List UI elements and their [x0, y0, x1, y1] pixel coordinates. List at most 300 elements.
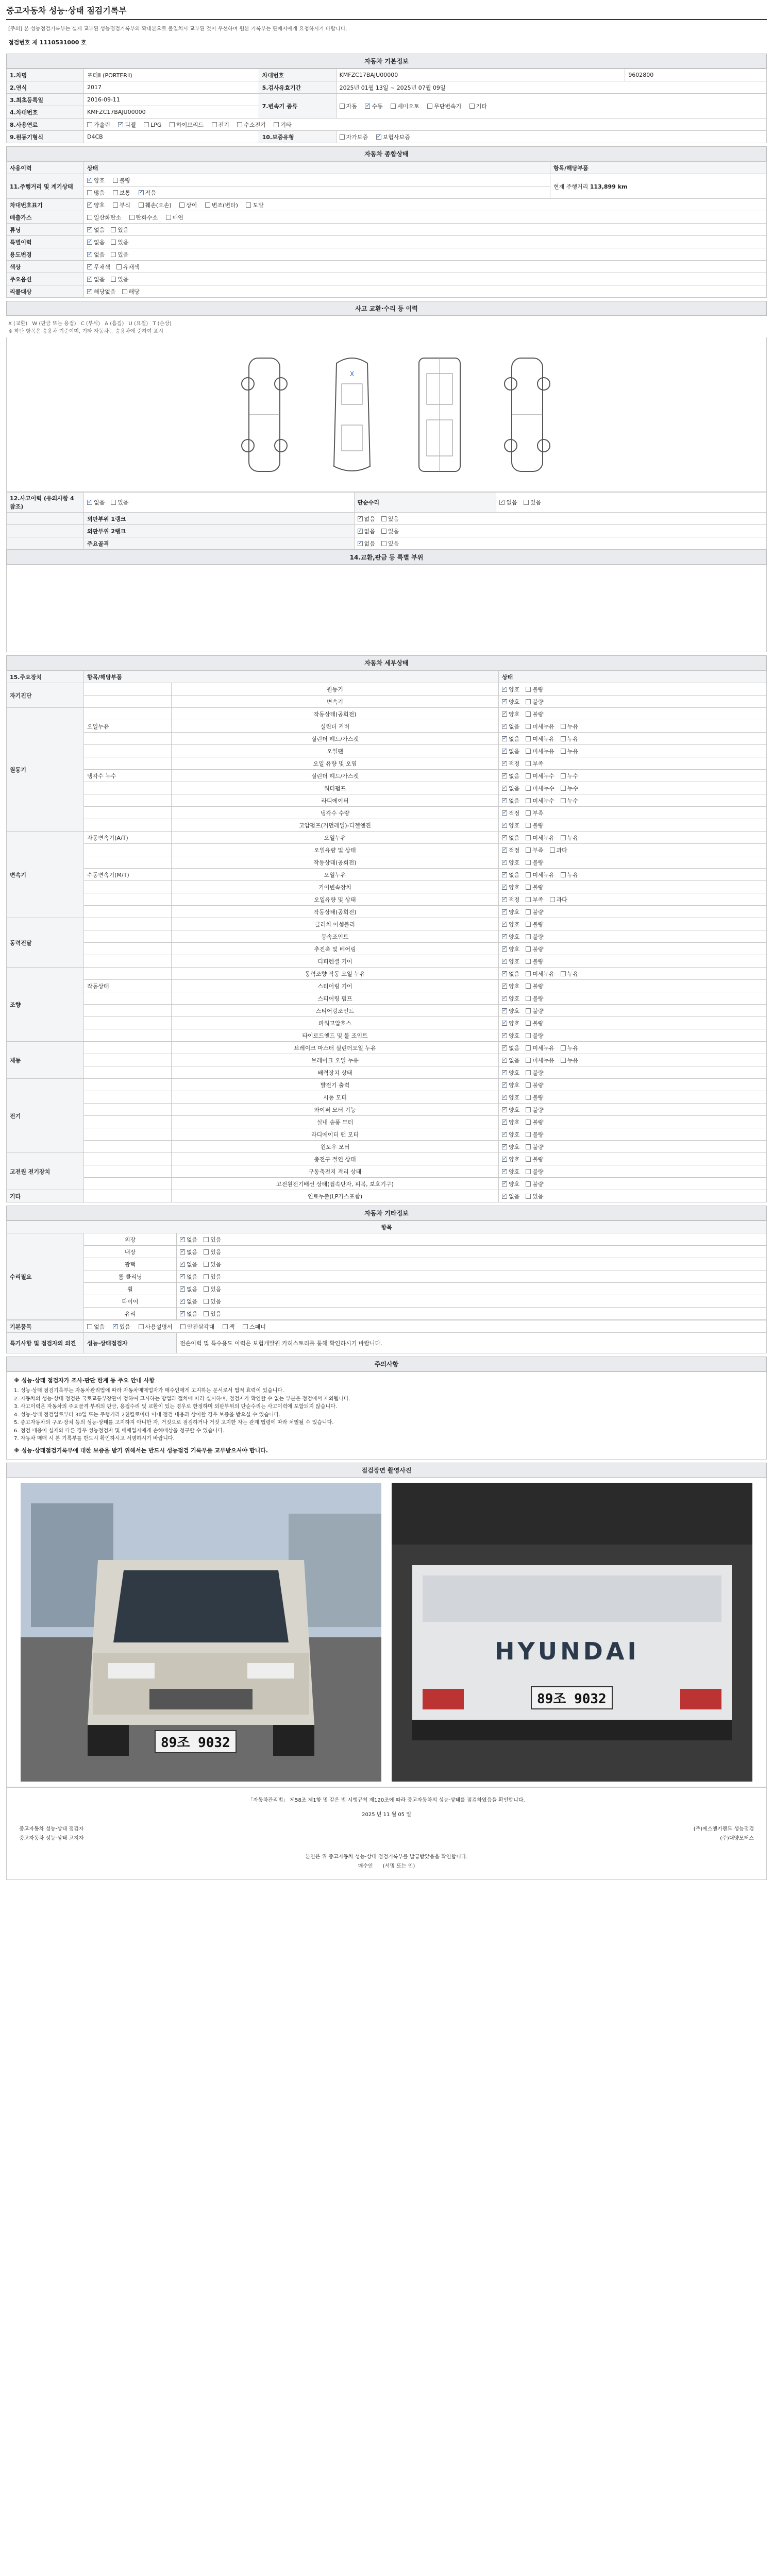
checkbox-checked[interactable]	[180, 1286, 185, 1292]
checkbox[interactable]	[561, 736, 566, 741]
checkbox[interactable]	[87, 190, 92, 195]
checkbox[interactable]	[381, 529, 386, 534]
rank2-opt-0[interactable]: ✓ 없음	[358, 528, 375, 535]
checkbox-checked[interactable]	[376, 134, 381, 140]
accident-opt-1[interactable]: 있음	[111, 499, 128, 506]
checkbox-checked[interactable]	[502, 736, 507, 741]
checkbox[interactable]	[524, 500, 529, 505]
checkbox-checked[interactable]	[87, 264, 92, 269]
checkbox[interactable]	[526, 823, 531, 828]
state-option[interactable]	[526, 847, 543, 854]
state-option[interactable]	[561, 872, 578, 878]
state-option[interactable]	[526, 909, 543, 916]
checkbox-checked[interactable]	[502, 687, 507, 692]
extra-option[interactable]	[180, 1311, 197, 1317]
checkbox-checked[interactable]	[358, 529, 363, 534]
state-option[interactable]	[502, 946, 519, 953]
checkbox-checked[interactable]	[502, 798, 507, 803]
state-option[interactable]	[502, 1094, 519, 1101]
checkbox[interactable]	[526, 897, 531, 902]
state-option[interactable]	[502, 1156, 519, 1163]
state-option[interactable]	[561, 971, 578, 977]
checkbox[interactable]	[561, 1058, 566, 1063]
extra-option[interactable]	[204, 1261, 221, 1268]
state-option[interactable]	[502, 1131, 519, 1138]
checkbox[interactable]	[111, 227, 116, 232]
state-option[interactable]	[526, 1045, 554, 1052]
state-option[interactable]	[526, 699, 543, 705]
checkbox[interactable]	[427, 104, 432, 109]
checkbox[interactable]	[144, 122, 149, 127]
checkbox-checked[interactable]	[502, 860, 507, 865]
state-option[interactable]	[526, 810, 543, 817]
vin-opt-3[interactable]: 상이	[179, 202, 197, 209]
vin-opt-0[interactable]: ✓ 양호	[87, 202, 105, 209]
state-option[interactable]	[526, 711, 543, 718]
checkbox[interactable]	[526, 971, 531, 976]
trans-opt-1[interactable]: ✓ 수동	[365, 103, 382, 110]
fuel-opt-2[interactable]: LPG	[144, 122, 161, 128]
state-option[interactable]	[561, 798, 578, 804]
checkbox-checked[interactable]	[502, 761, 507, 766]
checkbox[interactable]	[526, 1045, 531, 1050]
checkbox[interactable]	[526, 1058, 531, 1063]
state-option[interactable]	[561, 1057, 578, 1064]
state-option[interactable]	[526, 1070, 543, 1076]
checkbox-checked[interactable]	[502, 1033, 507, 1038]
usage-opt-1[interactable]: 있음	[111, 251, 128, 258]
checkbox-checked[interactable]	[502, 1082, 507, 1088]
basic-item-1[interactable]: ✓ 있음	[113, 1324, 130, 1330]
checkbox[interactable]	[526, 810, 531, 816]
checkbox[interactable]	[237, 122, 242, 127]
checkbox-checked[interactable]	[502, 1194, 507, 1199]
checkbox[interactable]	[526, 946, 531, 952]
state-option[interactable]	[526, 1032, 543, 1039]
checkbox[interactable]	[243, 1324, 248, 1329]
rank1-opt-0[interactable]: ✓ 없음	[358, 516, 375, 522]
checkbox[interactable]	[526, 786, 531, 791]
state-option[interactable]	[502, 958, 519, 965]
trans-opt-0[interactable]: 자동	[340, 103, 357, 110]
emission-opt-0[interactable]: 일산화탄소	[87, 214, 121, 221]
basic-item-4[interactable]: 잭	[223, 1324, 235, 1330]
state-option[interactable]	[502, 847, 519, 854]
state-option[interactable]	[526, 1082, 543, 1089]
state-option[interactable]	[526, 971, 554, 977]
state-option[interactable]	[502, 736, 519, 742]
state-option[interactable]	[502, 921, 519, 928]
trans-opt-4[interactable]: 기타	[469, 103, 487, 110]
checkbox-checked[interactable]	[502, 934, 507, 939]
recall-opt-0[interactable]: ✓ 해당없음	[87, 289, 116, 295]
state-option[interactable]	[502, 723, 519, 730]
mileage-opt-2[interactable]: ✓ 적음	[139, 190, 156, 196]
checkbox[interactable]	[526, 761, 531, 766]
basic-item-3[interactable]: 안전삼각대	[180, 1324, 214, 1330]
checkbox-checked[interactable]	[502, 971, 507, 976]
checkbox[interactable]	[111, 500, 116, 505]
checkbox[interactable]	[116, 264, 122, 269]
checkbox-checked[interactable]	[502, 1095, 507, 1100]
state-option[interactable]	[502, 1008, 519, 1014]
state-option[interactable]	[526, 760, 543, 767]
fuel-opt-0[interactable]: 가솔린	[87, 122, 110, 128]
extra-option[interactable]	[180, 1261, 197, 1268]
checkbox-checked[interactable]	[502, 1070, 507, 1075]
checkbox[interactable]	[111, 277, 116, 282]
checkbox[interactable]	[469, 104, 475, 109]
checkbox[interactable]	[274, 122, 279, 127]
checkbox[interactable]	[340, 104, 345, 109]
checkbox[interactable]	[113, 190, 118, 195]
checkbox[interactable]	[526, 1070, 531, 1075]
state-option[interactable]	[502, 1070, 519, 1076]
checkbox-checked[interactable]	[502, 711, 507, 717]
odo-opt-0[interactable]: ✓양호	[87, 177, 105, 184]
state-option[interactable]	[526, 1020, 543, 1027]
vin-opt-2[interactable]: 훼손(오손)	[139, 202, 172, 209]
emission-opt-1[interactable]: 탄화수소	[129, 214, 158, 221]
extra-option[interactable]	[180, 1286, 197, 1293]
state-option[interactable]	[502, 1045, 519, 1052]
extra-option[interactable]	[204, 1274, 221, 1280]
extra-option[interactable]	[204, 1286, 221, 1293]
state-option[interactable]	[502, 1144, 519, 1150]
state-option[interactable]	[526, 859, 543, 866]
checkbox[interactable]	[526, 959, 531, 964]
state-option[interactable]	[502, 810, 519, 817]
checkbox-checked[interactable]	[502, 909, 507, 914]
fuel-opt-6[interactable]: 기타	[274, 122, 291, 128]
state-option[interactable]	[526, 872, 554, 878]
checkbox[interactable]	[113, 178, 118, 183]
checkbox[interactable]	[129, 215, 135, 220]
checkbox-checked[interactable]	[502, 946, 507, 952]
state-option[interactable]	[502, 798, 519, 804]
checkbox[interactable]	[111, 252, 116, 257]
state-option[interactable]	[526, 934, 543, 940]
checkbox-checked[interactable]	[502, 1169, 507, 1174]
rank2-opt-1[interactable]: 있음	[381, 528, 399, 535]
state-option[interactable]	[526, 1131, 543, 1138]
special-opt-1[interactable]: 있음	[111, 239, 128, 246]
state-option[interactable]	[526, 983, 543, 990]
checkbox[interactable]	[561, 773, 566, 778]
state-option[interactable]	[526, 1119, 543, 1126]
checkbox[interactable]	[179, 202, 184, 208]
checkbox[interactable]	[526, 1132, 531, 1137]
checkbox-checked[interactable]	[87, 227, 92, 232]
checkbox[interactable]	[204, 1311, 209, 1316]
odo-opt-1[interactable]: 불량	[113, 177, 130, 184]
state-option[interactable]	[526, 686, 543, 693]
state-option[interactable]	[561, 748, 578, 755]
basic-item-0[interactable]: 없음	[87, 1324, 105, 1330]
state-option[interactable]	[561, 773, 578, 779]
checkbox[interactable]	[526, 1194, 531, 1199]
color-opt-0[interactable]: ✓ 무채색	[87, 264, 110, 270]
checkbox-checked[interactable]	[502, 724, 507, 729]
checkbox-checked[interactable]	[502, 1120, 507, 1125]
checkbox[interactable]	[526, 996, 531, 1001]
checkbox-checked[interactable]	[358, 541, 363, 546]
checkbox[interactable]	[204, 1299, 209, 1304]
checkbox[interactable]	[113, 202, 118, 208]
state-option[interactable]	[502, 835, 519, 841]
checkbox[interactable]	[391, 104, 396, 109]
state-option[interactable]	[502, 760, 519, 767]
checkbox-checked[interactable]	[180, 1311, 185, 1316]
state-option[interactable]	[526, 835, 554, 841]
tuning-opt-1[interactable]: 있음	[111, 227, 128, 233]
checkbox[interactable]	[526, 1021, 531, 1026]
state-option[interactable]	[561, 1045, 578, 1052]
checkbox-checked[interactable]	[139, 190, 144, 195]
extra-option[interactable]	[204, 1298, 221, 1305]
checkbox-checked[interactable]	[502, 1157, 507, 1162]
checkbox-checked[interactable]	[87, 289, 92, 294]
state-option[interactable]	[526, 773, 554, 779]
state-option[interactable]	[502, 699, 519, 705]
checkbox[interactable]	[526, 699, 531, 704]
state-option[interactable]	[526, 946, 543, 953]
checkbox[interactable]	[212, 122, 217, 127]
checkbox-checked[interactable]	[502, 1021, 507, 1026]
state-option[interactable]	[502, 1193, 519, 1200]
state-option[interactable]	[526, 1168, 543, 1175]
checkbox[interactable]	[180, 1324, 186, 1329]
checkbox-checked[interactable]	[180, 1249, 185, 1255]
checkbox-checked[interactable]	[502, 885, 507, 890]
state-option[interactable]	[502, 859, 519, 866]
state-option[interactable]	[526, 995, 543, 1002]
extra-option[interactable]	[180, 1274, 197, 1280]
checkbox-checked[interactable]	[502, 872, 507, 877]
basic-item-5[interactable]: 스패너	[243, 1324, 266, 1330]
extra-option[interactable]	[204, 1236, 221, 1243]
state-option[interactable]	[550, 847, 567, 854]
frame-opt-0[interactable]: ✓ 없음	[358, 540, 375, 547]
checkbox-checked[interactable]	[502, 699, 507, 704]
mileage-opt-1[interactable]: 보통	[113, 190, 130, 196]
checkbox-checked[interactable]	[113, 1324, 118, 1329]
warranty-opt-0[interactable]: 자가보증	[340, 134, 368, 141]
trans-opt-2[interactable]: 세미오토	[391, 103, 419, 110]
checkbox-checked[interactable]	[502, 1181, 507, 1187]
state-option[interactable]	[502, 1119, 519, 1126]
checkbox[interactable]	[526, 1033, 531, 1038]
checkbox[interactable]	[204, 1274, 209, 1279]
checkbox[interactable]	[340, 134, 345, 140]
checkbox[interactable]	[561, 724, 566, 729]
checkbox-checked[interactable]	[502, 897, 507, 902]
checkbox-checked[interactable]	[87, 277, 92, 282]
state-option[interactable]	[526, 798, 554, 804]
state-option[interactable]	[526, 1144, 543, 1150]
checkbox-checked[interactable]	[502, 773, 507, 778]
checkbox[interactable]	[87, 1324, 92, 1329]
checkbox[interactable]	[526, 1008, 531, 1013]
checkbox[interactable]	[526, 1095, 531, 1100]
checkbox[interactable]	[526, 922, 531, 927]
checkbox[interactable]	[526, 984, 531, 989]
state-option[interactable]	[526, 896, 543, 903]
checkbox[interactable]	[561, 749, 566, 754]
state-option[interactable]	[502, 1181, 519, 1188]
major-opt-0[interactable]: ✓ 없음	[87, 276, 105, 283]
extra-option[interactable]	[180, 1298, 197, 1305]
tuning-opt-0[interactable]: ✓ 없음	[87, 227, 105, 233]
checkbox-checked[interactable]	[502, 922, 507, 927]
state-option[interactable]	[502, 934, 519, 940]
checkbox[interactable]	[561, 872, 566, 877]
checkbox[interactable]	[381, 541, 386, 546]
checkbox[interactable]	[526, 835, 531, 840]
mileage-opt-0[interactable]: 많음	[87, 190, 105, 196]
state-option[interactable]	[502, 872, 519, 878]
checkbox-checked[interactable]	[87, 178, 92, 183]
state-option[interactable]	[561, 736, 578, 742]
checkbox-checked[interactable]	[180, 1274, 185, 1279]
recall-opt-1[interactable]: 해당	[122, 289, 140, 295]
checkbox[interactable]	[561, 786, 566, 791]
state-option[interactable]	[526, 785, 554, 792]
state-option[interactable]	[502, 1032, 519, 1039]
state-option[interactable]	[526, 958, 543, 965]
state-option[interactable]	[526, 1008, 543, 1014]
vin-opt-4[interactable]: 변조(변타)	[205, 202, 238, 209]
extra-option[interactable]	[204, 1311, 221, 1317]
checkbox[interactable]	[561, 798, 566, 803]
checkbox-checked[interactable]	[502, 848, 507, 853]
state-option[interactable]	[526, 822, 543, 829]
state-option[interactable]	[526, 1156, 543, 1163]
checkbox-checked[interactable]	[502, 835, 507, 840]
state-option[interactable]	[502, 1020, 519, 1027]
checkbox-checked[interactable]	[502, 749, 507, 754]
state-option[interactable]	[526, 736, 554, 742]
checkbox[interactable]	[381, 516, 386, 521]
major-opt-1[interactable]: 있음	[111, 276, 128, 283]
checkbox[interactable]	[526, 1181, 531, 1187]
checkbox[interactable]	[526, 736, 531, 741]
state-option[interactable]	[502, 1082, 519, 1089]
checkbox[interactable]	[526, 848, 531, 853]
state-option[interactable]	[502, 884, 519, 891]
state-option[interactable]	[502, 896, 519, 903]
checkbox[interactable]	[166, 215, 171, 220]
checkbox[interactable]	[526, 1169, 531, 1174]
checkbox-checked[interactable]	[502, 1107, 507, 1112]
checkbox-checked[interactable]	[502, 1058, 507, 1063]
checkbox-checked[interactable]	[358, 516, 363, 521]
checkbox[interactable]	[526, 773, 531, 778]
state-option[interactable]	[502, 983, 519, 990]
checkbox[interactable]	[87, 122, 92, 127]
state-option[interactable]	[502, 773, 519, 779]
checkbox[interactable]	[87, 215, 92, 220]
rank1-opt-1[interactable]: 있음	[381, 516, 399, 522]
fuel-opt-1[interactable]: ✓ 디젤	[118, 122, 136, 128]
state-option[interactable]	[502, 748, 519, 755]
checkbox[interactable]	[561, 971, 566, 976]
trans-opt-3[interactable]: 무단변속기	[427, 103, 461, 110]
checkbox-checked[interactable]	[502, 1045, 507, 1050]
checkbox-checked[interactable]	[502, 1144, 507, 1149]
state-option[interactable]	[502, 1168, 519, 1175]
fuel-opt-3[interactable]: 하이브리드	[170, 122, 204, 128]
color-opt-1[interactable]: 유채색	[116, 264, 140, 270]
checkbox[interactable]	[223, 1324, 228, 1329]
state-option[interactable]	[526, 884, 543, 891]
checkbox[interactable]	[561, 1045, 566, 1050]
extra-option[interactable]	[180, 1249, 197, 1256]
checkbox[interactable]	[205, 202, 210, 208]
checkbox[interactable]	[526, 1107, 531, 1112]
repair-opt-1[interactable]: 있음	[524, 499, 541, 506]
checkbox-checked[interactable]	[87, 252, 92, 257]
repair-opt-0[interactable]: ✓ 없음	[499, 499, 517, 506]
state-option[interactable]	[526, 1094, 543, 1101]
checkbox[interactable]	[246, 202, 251, 208]
vin-opt-5[interactable]: 도말	[246, 202, 263, 209]
checkbox-checked[interactable]	[502, 810, 507, 816]
state-option[interactable]	[526, 921, 543, 928]
state-option[interactable]	[502, 971, 519, 977]
state-option[interactable]	[502, 711, 519, 718]
checkbox[interactable]	[550, 897, 555, 902]
state-option[interactable]	[502, 785, 519, 792]
checkbox-checked[interactable]	[87, 500, 92, 505]
state-option[interactable]	[526, 1057, 554, 1064]
checkbox-checked[interactable]	[365, 104, 370, 109]
state-option[interactable]	[502, 822, 519, 829]
usage-opt-0[interactable]: ✓ 없음	[87, 251, 105, 258]
checkbox[interactable]	[526, 711, 531, 717]
checkbox[interactable]	[526, 1157, 531, 1162]
state-option[interactable]	[561, 723, 578, 730]
state-option[interactable]	[526, 723, 554, 730]
checkbox-checked[interactable]	[87, 240, 92, 245]
checkbox[interactable]	[111, 240, 116, 245]
checkbox[interactable]	[526, 934, 531, 939]
checkbox[interactable]	[122, 289, 127, 294]
checkbox-checked[interactable]	[502, 1008, 507, 1013]
checkbox[interactable]	[139, 1324, 144, 1329]
state-option[interactable]	[526, 1193, 543, 1200]
checkbox-checked[interactable]	[499, 500, 505, 505]
checkbox-checked[interactable]	[502, 984, 507, 989]
frame-opt-1[interactable]: 있음	[381, 540, 399, 547]
fuel-opt-4[interactable]: 전기	[212, 122, 229, 128]
checkbox[interactable]	[550, 848, 555, 853]
state-option[interactable]	[526, 1107, 543, 1113]
buyer-sign[interactable]: (서명 또는 인)	[382, 1863, 415, 1869]
checkbox-checked[interactable]	[502, 996, 507, 1001]
checkbox[interactable]	[526, 724, 531, 729]
checkbox[interactable]	[526, 798, 531, 803]
vin-opt-1[interactable]: 부식	[113, 202, 130, 209]
checkbox-checked[interactable]	[502, 823, 507, 828]
state-option[interactable]	[502, 909, 519, 916]
checkbox[interactable]	[526, 872, 531, 877]
checkbox[interactable]	[204, 1249, 209, 1255]
checkbox[interactable]	[204, 1237, 209, 1242]
state-option[interactable]	[502, 995, 519, 1002]
checkbox[interactable]	[204, 1286, 209, 1292]
extra-option[interactable]	[180, 1236, 197, 1243]
